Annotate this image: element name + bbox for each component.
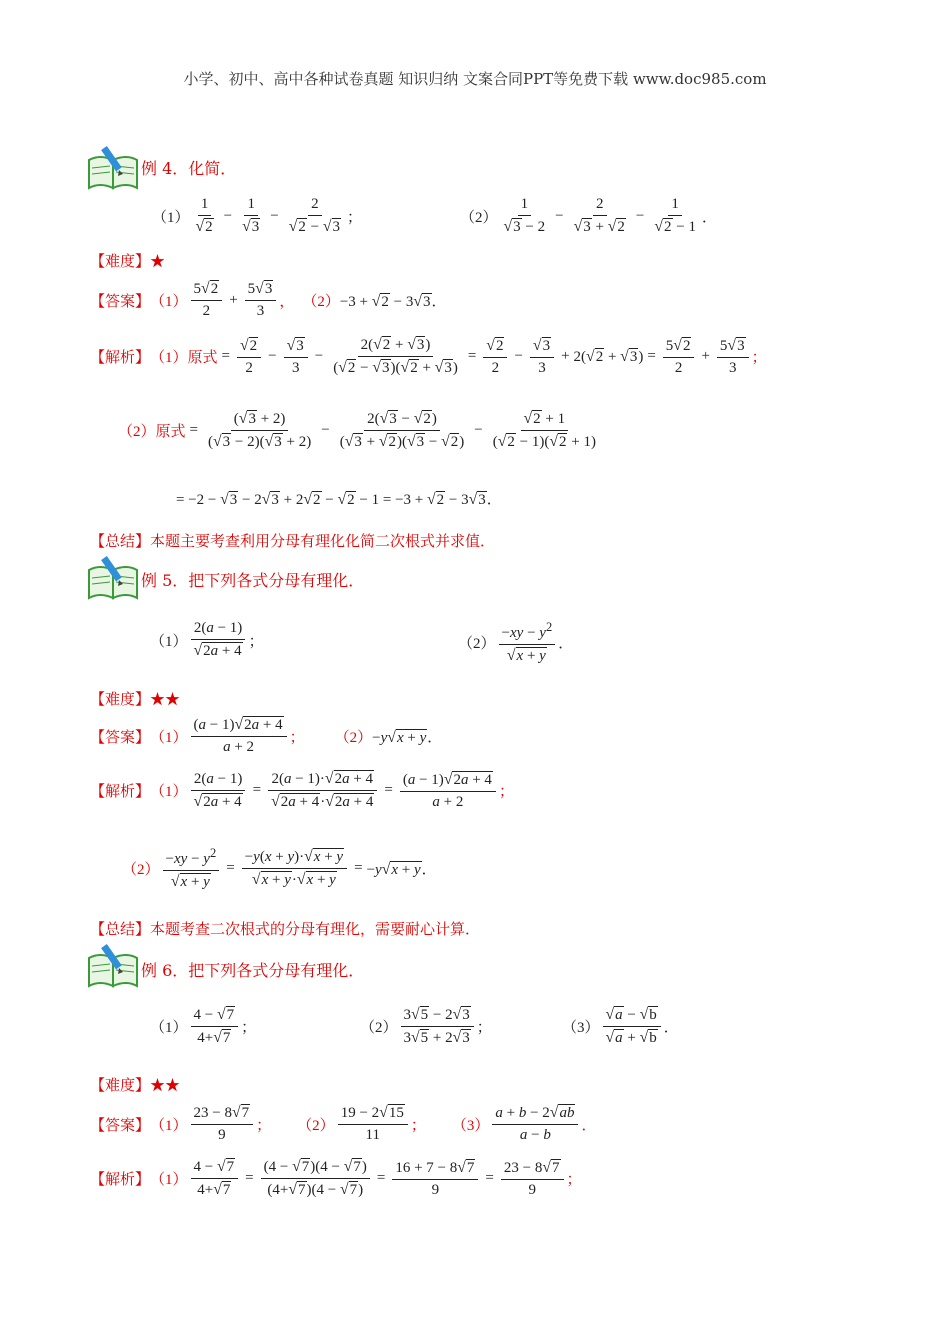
- book-pencil-icon: [86, 556, 140, 600]
- example5-answer: 【答案】 （1） $\frac{(a - 1)√2a + 4}{a + 2}$ ； （2） −y√x + y．: [90, 716, 443, 755]
- example4-difficulty: 【难度】★: [90, 252, 166, 270]
- example6-analysis1: 【解析】 （1） $\frac{4 - √7}{4+√7}$ = $\frac{(4 - √7)(4 - √7)}{(4+√7)(4 - √7)}$ = $\frac{16 + 7 - 8√7}{9}$ = $\frac{23 - 8√7}{9}$ ；: [90, 1158, 582, 1198]
- example6-problem1: （1） $\frac{4 - √7}{4+√7}$ ；: [150, 1006, 257, 1046]
- example4-problem2: （2） $\frac{1}{√3 - 2}$ − $\frac{2}{√3 + √2}$ − $\frac{1}{√2 - 1}$ ．: [460, 196, 717, 235]
- example4-answer: 【答案】 （1） $\frac{5√2}{2}$ + $\frac{5√3}{3}$ ， （2） −3 + √2 − 3√3．: [90, 280, 447, 319]
- book-pencil-icon: [86, 944, 140, 988]
- example6-title: 例 6．把下列各式分母有理化．: [141, 961, 365, 980]
- example6-difficulty: 【难度】★★: [90, 1076, 181, 1094]
- example4-analysis1: 【解析】 （1）原式 = $\frac{√2}{2}$ − $\frac{√3}{3}$ − $\frac{2(√2 + √3)}{(√2 - √3)(√2 + √3)}$ = $\frac{√2}{2}$ − $\frac{√3}{3}$ + 2(√2 + √3) = $\frac{5√2}{2}$ + $\frac{5√3}{3}$ ；: [90, 336, 767, 376]
- page-header: 小学、初中、高中各种试卷真题 知识归纳 文案合同PPT等免费下载 www.doc985.com: [183, 70, 767, 88]
- example5-problem2: （2） $\frac{-xy - y^2}{√x + y}$ ．: [458, 620, 574, 664]
- example4-problem1: （1） $\frac{1}{√2}$ − $\frac{1}{√3}$ − $\frac{2}{√2 - √3}$ ；: [152, 196, 363, 235]
- example4-analysis2-result: = −2 − √3 − 2√3 + 2√2 − √2 − 1 = −3 + √2 − 3√3．: [176, 491, 502, 508]
- example4-analysis2: （2）原式 = $\frac{(√3 + 2)}{(√3 - 2)(√3 + 2)}$ − $\frac{2(√3 - √2)}{(√3 + √2)(√3 - √2)}$ − $\frac{√2 + 1}{(√2 - 1)(√2 + 1)}$: [118, 410, 596, 450]
- example4-title: 例 4．化简．: [141, 159, 237, 178]
- example5-difficulty: 【难度】★★: [90, 690, 181, 708]
- example5-summary: 【总结】本题考查二次根式的分母有理化，需要耐心计算．: [90, 920, 481, 938]
- book-pencil-icon: [86, 146, 140, 190]
- example6-answer: 【答案】 （1） $\frac{23 - 8√7}{9}$ ； （2） $\frac{19 - 2√15}{11}$ ； （3） $\frac{a + b - 2√ab}{a - b}$ ．: [90, 1104, 597, 1143]
- example4-summary: 【总结】本题主要考查利用分母有理化化简二次根式并求值．: [90, 532, 496, 550]
- example5-analysis1: 【解析】 （1） $\frac{2(a - 1)}{√2a + 4}$ = $\frac{2(a - 1)\cdot√2a + 4}{√2a + 4\cdot√2a + 4}$ = $\frac{(a - 1)√2a + 4}{a + 2}$ ；: [90, 770, 514, 810]
- example5-title: 例 5．把下列各式分母有理化．: [141, 571, 365, 590]
- example6-problem3: （3） $\frac{√a - √b}{√a + √b}$ ．: [562, 1006, 679, 1046]
- example5-analysis2: （2） $\frac{-xy - y^2}{√x + y}$ = $\frac{-y(x + y)\cdot√x + y}{√x + y\cdot√x + y}$ = −y√x + y．: [122, 846, 437, 890]
- example6-problem2: （2） $\frac{3√5 - 2√3}{3√5 + 2√3}$ ；: [360, 1006, 492, 1046]
- example5-problem1: （1） $\frac{2(a - 1)}{√2a + 4}$ ；: [150, 620, 264, 659]
